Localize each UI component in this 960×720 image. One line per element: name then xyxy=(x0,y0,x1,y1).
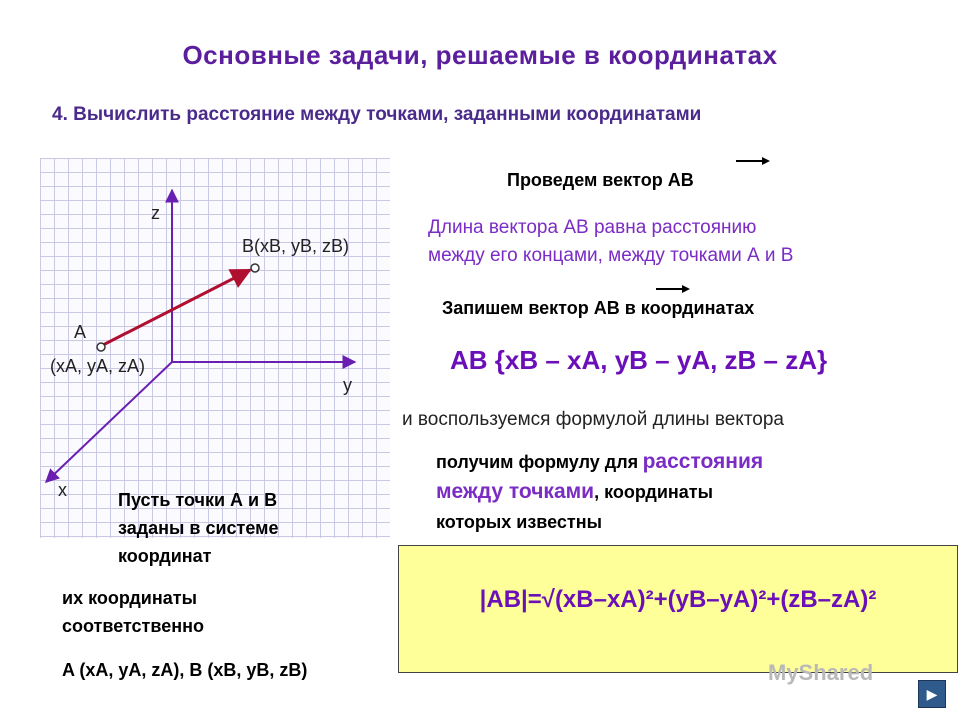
distance-formula-box xyxy=(398,545,958,673)
draw-vector-text: Проведем вектор АВ xyxy=(507,170,694,190)
point-a-label: A xyxy=(74,322,87,342)
z-axis-label: z xyxy=(151,203,160,223)
vector-arrow-icon-2 xyxy=(656,288,686,290)
task-subtitle: 4. Вычислить расстояние между точками, заданными координатами xyxy=(52,104,702,125)
vector-ab xyxy=(103,270,250,345)
point-a-marker xyxy=(97,343,105,351)
myshared-logo: MyShared xyxy=(768,660,874,685)
length-equals-line-2: между его концами, между точками А и В xyxy=(428,245,794,266)
their-coords-line-2: соответственно xyxy=(62,616,204,636)
write-vector-text: Запишем вектор АВ в координатах xyxy=(442,298,755,318)
point-b-marker xyxy=(251,264,259,272)
distance-highlight: расстояния xyxy=(642,450,764,473)
next-slide-icon[interactable]: ▶ xyxy=(918,680,946,708)
distance-formula: |AB|=√(xB–xA)²+(yB–yA)²+(zB–zA)² xyxy=(479,586,877,613)
vector-arrow-icon xyxy=(736,160,766,162)
x-axis-label: x xyxy=(58,480,67,500)
vector-coords: AB {xB – xA, yB – yA, zB – zA} xyxy=(450,345,828,375)
length-equals-line-1: Длина вектора АВ равна расстоянию xyxy=(428,217,757,238)
y-axis-label: y xyxy=(343,375,352,395)
point-b-coords: B(xB, yB, zB) xyxy=(242,236,350,256)
their-coords-line-1: их координаты xyxy=(62,588,197,608)
x-axis xyxy=(46,362,172,482)
points-given-line-1: Пусть точки А и В xyxy=(118,490,278,510)
get-formula-line-3: которых известны xyxy=(436,512,602,532)
coords-line: A (xA, yA, zA), B (xB, yB, zB) xyxy=(62,660,308,680)
point-a-coords: (xA, yA, zA) xyxy=(50,356,146,376)
get-formula-line-1 xyxy=(436,450,763,474)
get-formula-text-2: , координаты xyxy=(594,482,713,502)
use-formula-text: и воспользуемся формулой длины вектора xyxy=(402,409,785,430)
points-given-line-3: координат xyxy=(118,546,212,566)
between-points-highlight: между точками xyxy=(436,480,595,503)
slide-title: Основные задачи, решаемые в координатах xyxy=(182,40,778,70)
get-formula-text-1: получим формулу для xyxy=(436,452,639,472)
get-formula-line-2 xyxy=(436,480,713,504)
points-given-line-2: заданы в системе xyxy=(118,518,279,538)
